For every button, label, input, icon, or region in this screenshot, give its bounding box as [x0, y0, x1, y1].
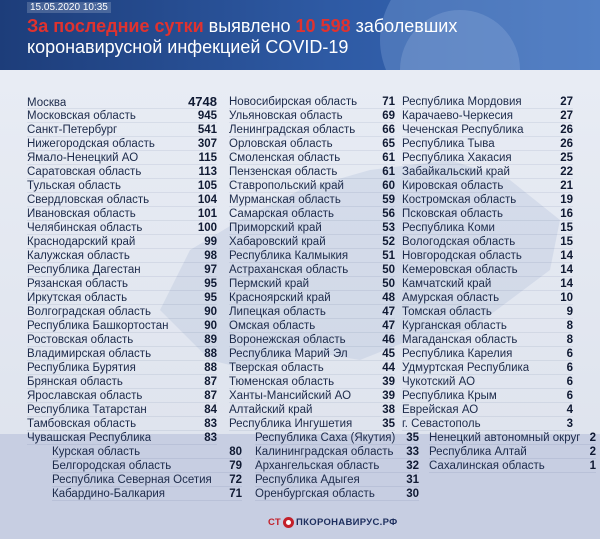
region-name: Владимирская область: [27, 348, 152, 360]
region-name: Орловская область: [229, 138, 333, 150]
region-row: [255, 431, 419, 445]
region-row: [402, 249, 573, 263]
region-name: Томская область: [402, 306, 492, 318]
region-row: [229, 291, 395, 305]
region-row: [27, 109, 217, 123]
region-row: [429, 459, 596, 473]
case-count: 104: [197, 194, 217, 206]
region-row: [402, 95, 573, 109]
region-name: Калужская область: [27, 250, 130, 262]
case-count: 44: [382, 362, 395, 374]
region-name: Еврейская АО: [402, 404, 479, 416]
case-count: 6: [566, 390, 573, 402]
case-count: 53: [382, 222, 395, 234]
region-name: Нижегородская область: [27, 138, 155, 150]
region-name: Алтайский край: [229, 404, 313, 416]
region-name: Республика Марий Эл: [229, 348, 348, 360]
logo-prefix: СТ: [268, 516, 282, 528]
region-column-1: [27, 95, 217, 445]
case-count: 1: [589, 460, 596, 472]
region-row: [255, 473, 419, 487]
region-name: Республика Саха (Якутия): [255, 432, 396, 444]
case-count: 16: [560, 208, 573, 220]
case-count: 89: [204, 334, 217, 346]
region-row: [402, 403, 573, 417]
case-count: 27: [560, 96, 573, 108]
region-row: [27, 431, 217, 445]
region-name: Саратовская область: [27, 166, 142, 178]
case-count: 71: [229, 488, 242, 500]
headline-text: заболевших: [350, 16, 458, 36]
case-count: 95: [204, 292, 217, 304]
case-count: 307: [197, 138, 217, 150]
region-row: [402, 109, 573, 123]
case-count: 79: [229, 460, 242, 472]
case-count: 87: [204, 376, 217, 388]
region-name: Калининградская область: [255, 446, 394, 458]
region-row: [255, 487, 419, 501]
case-count: 51: [382, 250, 395, 262]
case-count: 66: [382, 124, 395, 136]
case-count: 45: [382, 348, 395, 360]
region-row: [229, 389, 395, 403]
region-name: Кабардино-Балкария: [52, 488, 166, 500]
region-name: Астраханская область: [229, 264, 349, 276]
region-name: Чувашская Республика: [27, 432, 152, 444]
region-name: Свердловская область: [27, 194, 150, 206]
case-count: 2: [589, 432, 596, 444]
region-name: Липецкая область: [229, 306, 326, 318]
case-count: 15: [560, 222, 573, 234]
region-name: Республика Ингушетия: [229, 418, 353, 430]
region-row: [429, 445, 596, 459]
case-count: 6: [566, 362, 573, 374]
region-name: Сахалинская область: [429, 460, 545, 472]
region-row: [402, 417, 573, 431]
region-row: [402, 235, 573, 249]
region-name: Воронежская область: [229, 334, 346, 346]
logo-text: ПКОРОНАВИРУС.РФ: [296, 516, 398, 528]
region-name: Курганская область: [402, 320, 507, 332]
region-row: [229, 249, 395, 263]
region-name: Ханты-Мансийский АО: [229, 390, 352, 402]
region-row: [27, 277, 217, 291]
region-column-3: [402, 95, 573, 431]
region-name: Рязанская область: [27, 278, 128, 290]
region-row: [229, 123, 395, 137]
region-name: Мурманская область: [229, 194, 341, 206]
case-count: 95: [204, 278, 217, 290]
region-name: Тамбовская область: [27, 418, 137, 430]
case-count: 31: [406, 474, 419, 486]
region-name: Карачаево-Черкесия: [402, 110, 514, 122]
headline-lead: За последние сутки: [27, 16, 204, 36]
case-count: 71: [382, 96, 395, 108]
case-count: 61: [382, 152, 395, 164]
case-count: 59: [382, 194, 395, 206]
region-name: Иркутская область: [27, 292, 128, 304]
region-row: [402, 123, 573, 137]
region-row: [229, 417, 395, 431]
region-name: Магаданская область: [402, 334, 518, 346]
case-count: 8: [566, 320, 573, 332]
region-row: [27, 403, 217, 417]
case-count: 26: [560, 124, 573, 136]
case-count: 87: [204, 390, 217, 402]
region-row: [229, 333, 395, 347]
case-count: 6: [566, 376, 573, 388]
case-count: 46: [382, 334, 395, 346]
region-name: Московская область: [27, 110, 136, 122]
case-count: 50: [382, 278, 395, 290]
region-name: Приморский край: [229, 222, 322, 234]
region-row: [229, 165, 395, 179]
region-row: [402, 263, 573, 277]
region-name: Республика Бурятия: [27, 362, 136, 374]
region-row: [52, 473, 242, 487]
region-name: Москва: [27, 97, 67, 109]
region-row: [429, 431, 596, 445]
region-name: Республика Татарстан: [27, 404, 147, 416]
region-column-2: [229, 95, 395, 431]
region-row: [402, 305, 573, 319]
case-count: 26: [560, 138, 573, 150]
region-name: Красноярский край: [229, 292, 331, 304]
case-count: 14: [560, 278, 573, 290]
region-name: Курская область: [52, 446, 141, 458]
region-row: [229, 305, 395, 319]
region-name: Ростовская область: [27, 334, 134, 346]
region-row: [402, 319, 573, 333]
case-count: 4: [566, 404, 573, 416]
case-count: 14: [560, 250, 573, 262]
case-count: 97: [204, 264, 217, 276]
region-row: [229, 221, 395, 235]
case-count: 50: [382, 264, 395, 276]
bottom-region-column-2: [255, 431, 419, 501]
case-count: 113: [198, 166, 217, 178]
region-row: [27, 375, 217, 389]
region-row: [229, 375, 395, 389]
region-row: [52, 459, 242, 473]
region-row: [27, 95, 217, 109]
case-count: 84: [204, 404, 217, 416]
region-row: [229, 207, 395, 221]
region-name: Ямало-Ненецкий АО: [27, 152, 139, 164]
case-count: 10: [560, 292, 573, 304]
region-name: Ставропольский край: [229, 180, 344, 192]
case-count: 32: [406, 460, 419, 472]
region-name: Республика Алтай: [429, 446, 527, 458]
region-name: Тюменская область: [229, 376, 335, 388]
region-row: [229, 347, 395, 361]
case-count: 35: [406, 432, 419, 444]
region-row: [255, 445, 419, 459]
region-name: Пензенская область: [229, 166, 338, 178]
case-count: 69: [382, 110, 395, 122]
region-row: [255, 459, 419, 473]
case-count: 52: [382, 236, 395, 248]
region-name: Архангельская область: [255, 460, 380, 472]
region-name: Ульяновская область: [229, 110, 343, 122]
region-row: [402, 375, 573, 389]
case-count: 39: [382, 390, 395, 402]
case-count: 14: [560, 264, 573, 276]
region-name: Чукотский АО: [402, 376, 476, 388]
region-name: Краснодарский край: [27, 236, 136, 248]
region-name: Кировская область: [402, 180, 504, 192]
region-row: [229, 109, 395, 123]
region-name: Ленинградская область: [229, 124, 356, 136]
region-name: Хабаровский край: [229, 236, 326, 248]
headline-count: 10 598: [295, 16, 351, 36]
region-row: [402, 165, 573, 179]
region-row: [402, 361, 573, 375]
region-row: [27, 249, 217, 263]
region-row: [229, 95, 395, 109]
region-row: [229, 361, 395, 375]
case-count: 47: [382, 306, 395, 318]
case-count: 90: [204, 306, 217, 318]
case-count: 98: [204, 250, 217, 262]
region-row: [402, 277, 573, 291]
case-count: 83: [204, 418, 217, 430]
region-name: Республика Хакасия: [402, 152, 512, 164]
region-name: г. Севастополь: [402, 418, 481, 430]
region-row: [27, 389, 217, 403]
region-name: Брянская область: [27, 376, 123, 388]
region-row: [27, 207, 217, 221]
region-name: Республика Северная Осетия: [52, 474, 212, 486]
region-row: [402, 291, 573, 305]
region-name: Ивановская область: [27, 208, 136, 220]
region-name: Костромская область: [402, 194, 517, 206]
case-count: 83: [204, 432, 217, 444]
case-count: 27: [560, 110, 573, 122]
case-count: 65: [382, 138, 395, 150]
case-count: 38: [382, 404, 395, 416]
case-count: 22: [560, 166, 573, 178]
region-row: [27, 361, 217, 375]
case-count: 100: [197, 222, 217, 234]
region-name: Смоленская область: [229, 152, 341, 164]
region-name: Ненецкий автономный округ: [429, 432, 581, 444]
region-name: Республика Крым: [402, 390, 497, 402]
logo-circle-icon: [283, 517, 294, 528]
region-name: Тульская область: [27, 180, 122, 192]
case-count: 90: [204, 320, 217, 332]
region-name: Самарская область: [229, 208, 334, 220]
region-name: Волгоградская область: [27, 306, 151, 318]
region-row: [27, 123, 217, 137]
region-name: Белгородская область: [52, 460, 172, 472]
region-row: [27, 263, 217, 277]
region-name: Республика Башкортостан: [27, 320, 169, 332]
region-name: Республика Коми: [402, 222, 495, 234]
case-count: 21: [560, 180, 573, 192]
headline-subtitle: коронавирусной инфекцией COVID-19: [27, 37, 349, 57]
region-name: Омская область: [229, 320, 316, 332]
case-count: 80: [229, 446, 242, 458]
case-count: 72: [229, 474, 242, 486]
headline-text: выявлено: [203, 16, 296, 36]
case-count: 115: [198, 152, 217, 164]
region-row: [402, 347, 573, 361]
region-row: [229, 319, 395, 333]
case-count: 60: [382, 180, 395, 192]
region-row: [402, 137, 573, 151]
region-row: [402, 333, 573, 347]
region-row: [229, 137, 395, 151]
region-row: [27, 235, 217, 249]
region-row: [27, 151, 217, 165]
region-row: [229, 235, 395, 249]
region-row: [402, 221, 573, 235]
case-count: 88: [204, 348, 217, 360]
bottom-region-column-3: [429, 431, 596, 473]
region-row: [27, 137, 217, 151]
case-count: 25: [560, 152, 573, 164]
timestamp: 15.05.2020 10:35: [27, 2, 111, 13]
region-name: Республика Тыва: [402, 138, 495, 150]
region-name: Кемеровская область: [402, 264, 518, 276]
stopcoronavirus-logo: [268, 514, 398, 530]
region-name: Санкт-Петербург: [27, 124, 118, 136]
region-name: Амурская область: [402, 292, 500, 304]
header-banner: [0, 0, 600, 70]
region-row: [52, 445, 242, 459]
case-count: 35: [382, 418, 395, 430]
region-row: [229, 193, 395, 207]
region-name: Пермский край: [229, 278, 310, 290]
case-count: 15: [560, 236, 573, 248]
region-row: [27, 179, 217, 193]
case-count: 99: [204, 236, 217, 248]
region-row: [229, 403, 395, 417]
region-row: [27, 193, 217, 207]
region-name: Ярославская область: [27, 390, 143, 402]
region-row: [229, 263, 395, 277]
case-count: 8: [566, 334, 573, 346]
case-count: 2: [589, 446, 596, 458]
region-name: Республика Дагестан: [27, 264, 141, 276]
region-name: Республика Карелия: [402, 348, 513, 360]
region-name: Новгородская область: [402, 250, 522, 262]
case-count: 61: [382, 166, 395, 178]
region-row: [27, 165, 217, 179]
region-row: [27, 417, 217, 431]
case-count: 105: [197, 180, 217, 192]
case-count: 6: [566, 348, 573, 360]
region-name: Челябинская область: [27, 222, 143, 234]
case-count: 9: [566, 306, 573, 318]
region-name: Забайкальский край: [402, 166, 510, 178]
case-count: 4748: [188, 94, 217, 109]
case-count: 101: [197, 208, 217, 220]
region-row: [27, 305, 217, 319]
region-row: [229, 277, 395, 291]
region-row: [402, 193, 573, 207]
case-count: 47: [382, 320, 395, 332]
case-count: 33: [406, 446, 419, 458]
region-row: [27, 319, 217, 333]
region-row: [402, 179, 573, 193]
case-count: 39: [382, 376, 395, 388]
region-name: Псковская область: [402, 208, 503, 220]
region-row: [27, 291, 217, 305]
region-name: Республика Адыгея: [255, 474, 360, 486]
case-count: 945: [197, 110, 217, 122]
region-row: [52, 487, 242, 501]
region-row: [229, 179, 395, 193]
case-count: 3: [566, 418, 573, 430]
region-name: Вологодская область: [402, 236, 516, 248]
region-row: [27, 347, 217, 361]
region-name: Тверская область: [229, 362, 324, 374]
region-row: [229, 151, 395, 165]
case-count: 48: [382, 292, 395, 304]
region-name: Удмуртская Республика: [402, 362, 530, 374]
region-name: Республика Калмыкия: [229, 250, 349, 262]
region-name: Чеченская Республика: [402, 124, 524, 136]
case-count: 19: [560, 194, 573, 206]
region-row: [402, 207, 573, 221]
region-name: Республика Мордовия: [402, 96, 522, 108]
region-name: Оренбургская область: [255, 488, 375, 500]
region-name: Камчатский край: [402, 278, 492, 290]
case-count: 88: [204, 362, 217, 374]
headline: [27, 16, 547, 58]
region-row: [27, 221, 217, 235]
case-count: 541: [197, 124, 217, 136]
region-row: [402, 151, 573, 165]
region-name: Новосибирская область: [229, 96, 358, 108]
region-row: [27, 333, 217, 347]
case-count: 30: [406, 488, 419, 500]
case-count: 56: [382, 208, 395, 220]
bottom-region-column-1: [52, 445, 242, 501]
region-row: [402, 389, 573, 403]
